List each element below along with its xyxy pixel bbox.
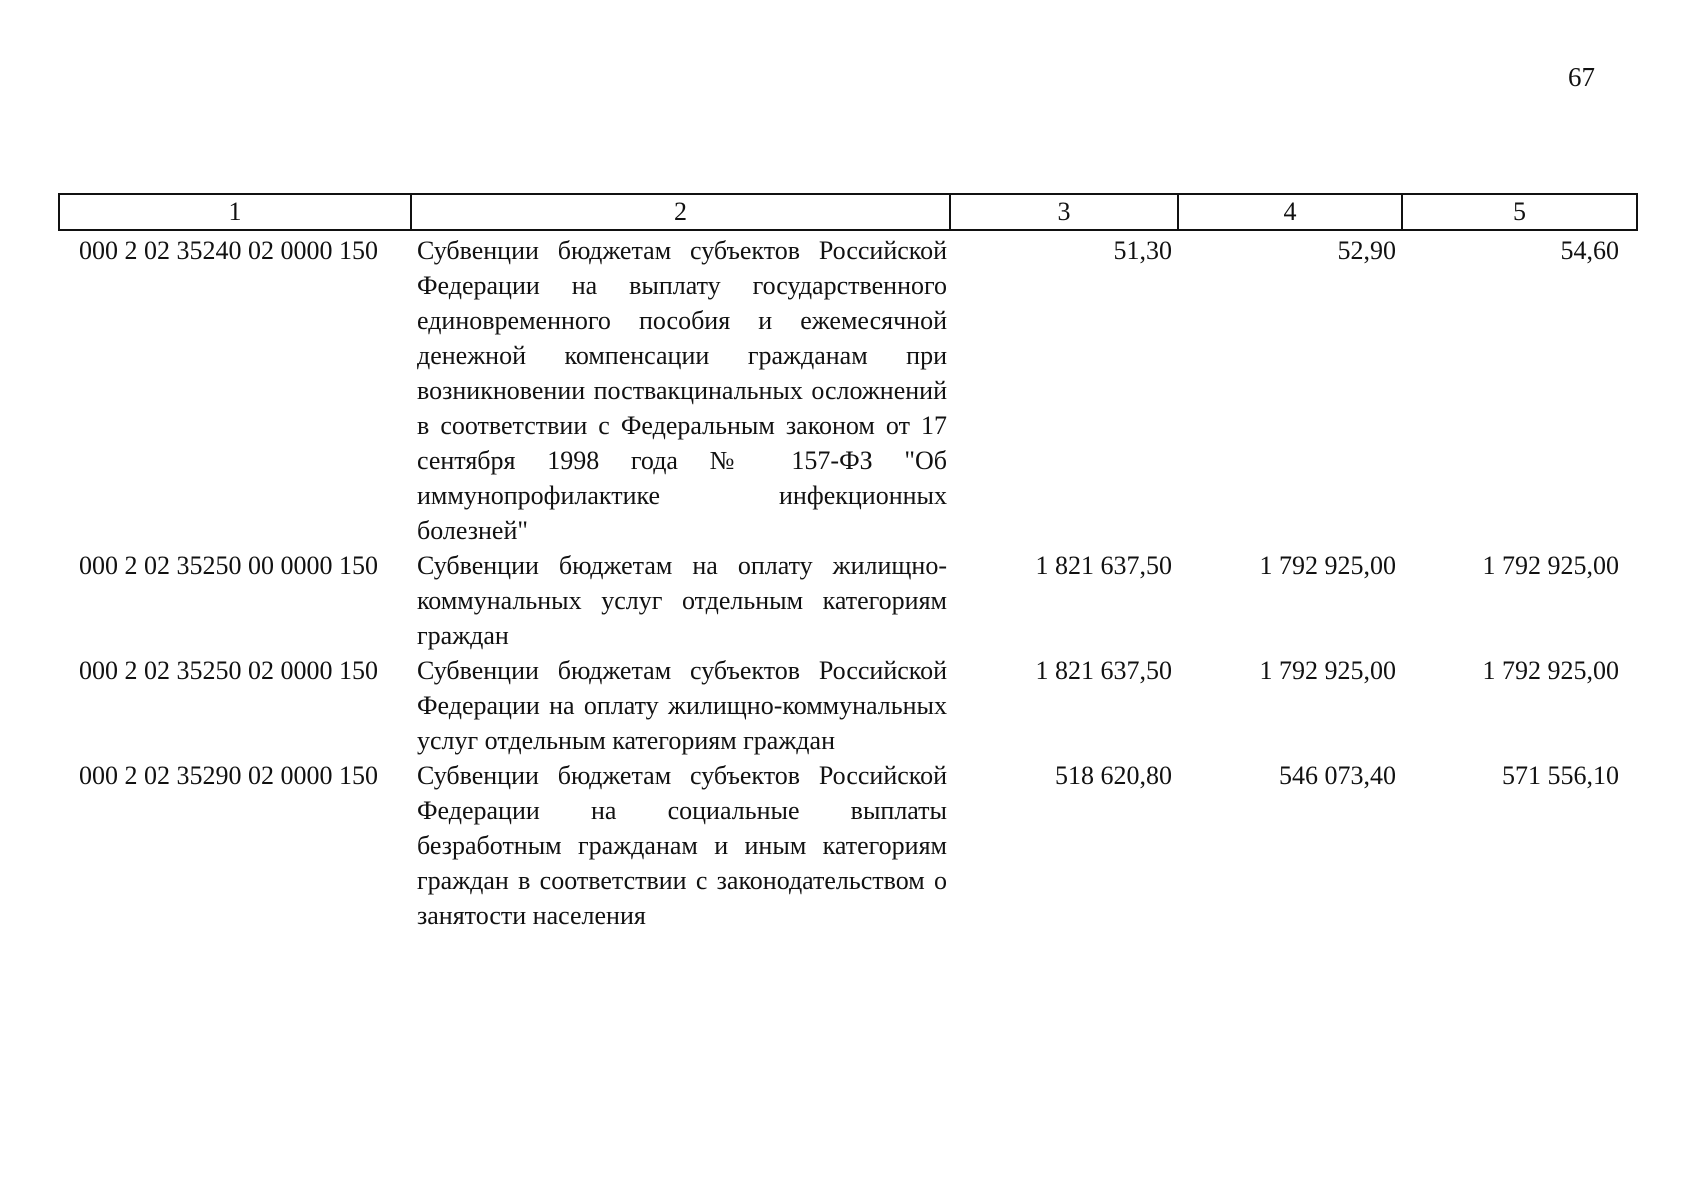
column-header-4: 4 (1178, 194, 1402, 230)
description-cell: Субвенции бюджетам субъектов Российской Федерации на социальные выплаты безработным гражданам и иным категориям граждан в соответствии с законодательством о занятости населения (417, 761, 947, 930)
column-header-3: 3 (950, 194, 1178, 230)
description-cell: Субвенции бюджетам на оплату жилищно-коммунальных услуг отдельным категориям граждан (417, 551, 947, 650)
budget-code-cell: 000 2 02 35290 02 0000 150 (79, 761, 378, 790)
value-cell-4: 546 073,40 (1279, 761, 1396, 790)
table-row (59, 653, 1637, 758)
value-cell-5: 571 556,10 (1502, 761, 1619, 790)
table-row (59, 548, 1637, 653)
value-cell-4: 1 792 925,00 (1259, 656, 1396, 685)
column-header-2: 2 (411, 194, 950, 230)
value-cell-5: 1 792 925,00 (1482, 656, 1619, 685)
table-header-row (59, 194, 1637, 230)
budget-code-cell: 000 2 02 35250 00 0000 150 (79, 551, 378, 580)
value-cell-3: 518 620,80 (1055, 761, 1172, 790)
value-cell-5: 1 792 925,00 (1482, 551, 1619, 580)
budget-code-cell: 000 2 02 35240 02 0000 150 (79, 236, 378, 265)
column-header-5: 5 (1402, 194, 1637, 230)
value-cell-4: 52,90 (1337, 236, 1396, 265)
budget-code-cell: 000 2 02 35250 02 0000 150 (79, 656, 378, 685)
value-cell-5: 54,60 (1560, 236, 1619, 265)
column-header-1: 1 (59, 194, 411, 230)
value-cell-4: 1 792 925,00 (1259, 551, 1396, 580)
description-cell: Субвенции бюджетам субъектов Российской Федерации на выплату государственного единовременного пособия и ежемесячной денежной компенсации гражданам при возникновении поствакцинальных осложнений в соответствии с Федеральным законом от 17 сентября 1998 года № 157-ФЗ "Об иммунопрофилактике инфекционных болезней" (417, 236, 947, 545)
value-cell-3: 51,30 (1113, 236, 1172, 265)
table-row (59, 230, 1637, 548)
value-cell-3: 1 821 637,50 (1035, 551, 1172, 580)
page-number: 67 (1568, 62, 1595, 92)
description-cell: Субвенции бюджетам субъектов Российской Федерации на оплату жилищно-коммунальных услуг отдельным категориям граждан (417, 656, 947, 755)
table-row (59, 758, 1637, 933)
value-cell-3: 1 821 637,50 (1035, 656, 1172, 685)
budget-table (58, 193, 1638, 933)
